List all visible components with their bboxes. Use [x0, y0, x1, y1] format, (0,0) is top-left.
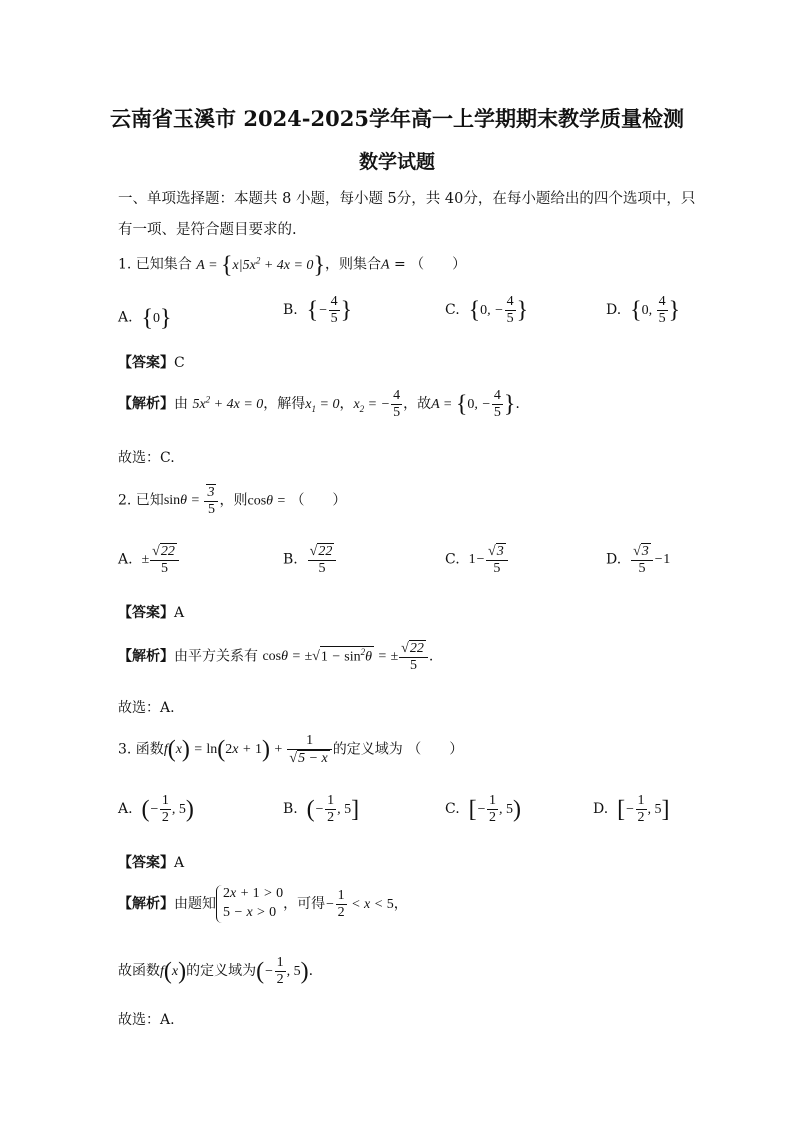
q1-option-c: C. {0, − $\frac{4}{5}$ }: [445, 294, 529, 327]
q1-set-expression: $A = \{x|5x^2 + 4x = 0\}$: [196, 252, 325, 278]
q2-option-a: A. ± $\frac{√22}{5}$: [118, 543, 180, 577]
question-2: 2. 已知sinθ = $\frac{3}{5}$ ，则cosθ = （ ）: [118, 485, 347, 518]
q1-option-b: B. {− $\frac{4}{5}$ }: [283, 294, 353, 327]
question-1: 1. 已知集合 $A = \{x|5x^2 + 4x = 0\}$，则集合A = （ ）: [118, 252, 467, 278]
inequality-system: 2x + 1 > 0 5 − x > 0: [216, 885, 283, 923]
q1-analysis: 【解析】由 $5x^2 + 4x = 0$，解得$x_1 = 0$，$x_2$ = − $\frac{4}{5}$ ，故A = {0, − $\frac{4}{5}$ }.: [118, 388, 520, 421]
page-title: 云南省玉溪市 2024-2025学年高一上学期期末教学质量检测: [110, 106, 684, 131]
q3-analysis: 【解析】由题知 2x + 1 > 0 5 − x > 0 ，可得− $\frac{1}{2}$ < x < 5，: [118, 885, 408, 923]
q2-option-c: C. 1− $\frac{√3}{5}$: [445, 543, 509, 577]
q2-conclusion: 故选：A.: [118, 700, 175, 716]
section-heading: 一、单项选择题：本题共 8 小题，每小题 5分，共 40分，在每小题给出的四个选项中，只: [118, 191, 696, 207]
q3-conclusion: 故选：A.: [118, 1012, 175, 1028]
section-heading-cont: 有一项、是符合题目要求的.: [118, 222, 297, 238]
page-subtitle: 数学试题: [358, 151, 435, 173]
q3-domain: 故函数f(x)的定义域为(− $\frac{1}{2}$ , 5).: [118, 955, 314, 988]
question-3: 3. 函数f(x) = ln(2x + 1) + $\frac{1}{√5 - x}$ 的定义域为 （ ）: [118, 733, 464, 767]
q1-conclusion: 故选：C.: [118, 450, 175, 466]
q2-option-b: B. $\frac{√22}{5}$: [283, 543, 337, 577]
q3-option-c: C. [− $\frac{1}{2}$ , 5): [445, 793, 522, 826]
q1-option-a: A. {0}: [118, 305, 172, 331]
q3-answer: 【答案】A: [118, 855, 185, 871]
q3-option-b: B. (− $\frac{1}{2}$ , 5]: [283, 793, 360, 826]
q2-answer: 【答案】A: [118, 605, 185, 621]
q2-analysis: 【解析】由平方关系有 $\cos\theta = \pm√1 - \sin^2\theta$ = ± $\frac{√22}{5}$ .: [118, 641, 434, 674]
q1-option-d: D. {0, $\frac{4}{5}$ }: [606, 294, 681, 327]
q1-answer: 【答案】C: [118, 355, 185, 371]
q3-option-d: D. [− $\frac{1}{2}$ , 5]: [593, 793, 670, 826]
q3-option-a: A. (− $\frac{1}{2}$ , 5): [118, 793, 194, 826]
q2-option-d: D. $\frac{√3}{5}$ −1: [606, 544, 671, 577]
